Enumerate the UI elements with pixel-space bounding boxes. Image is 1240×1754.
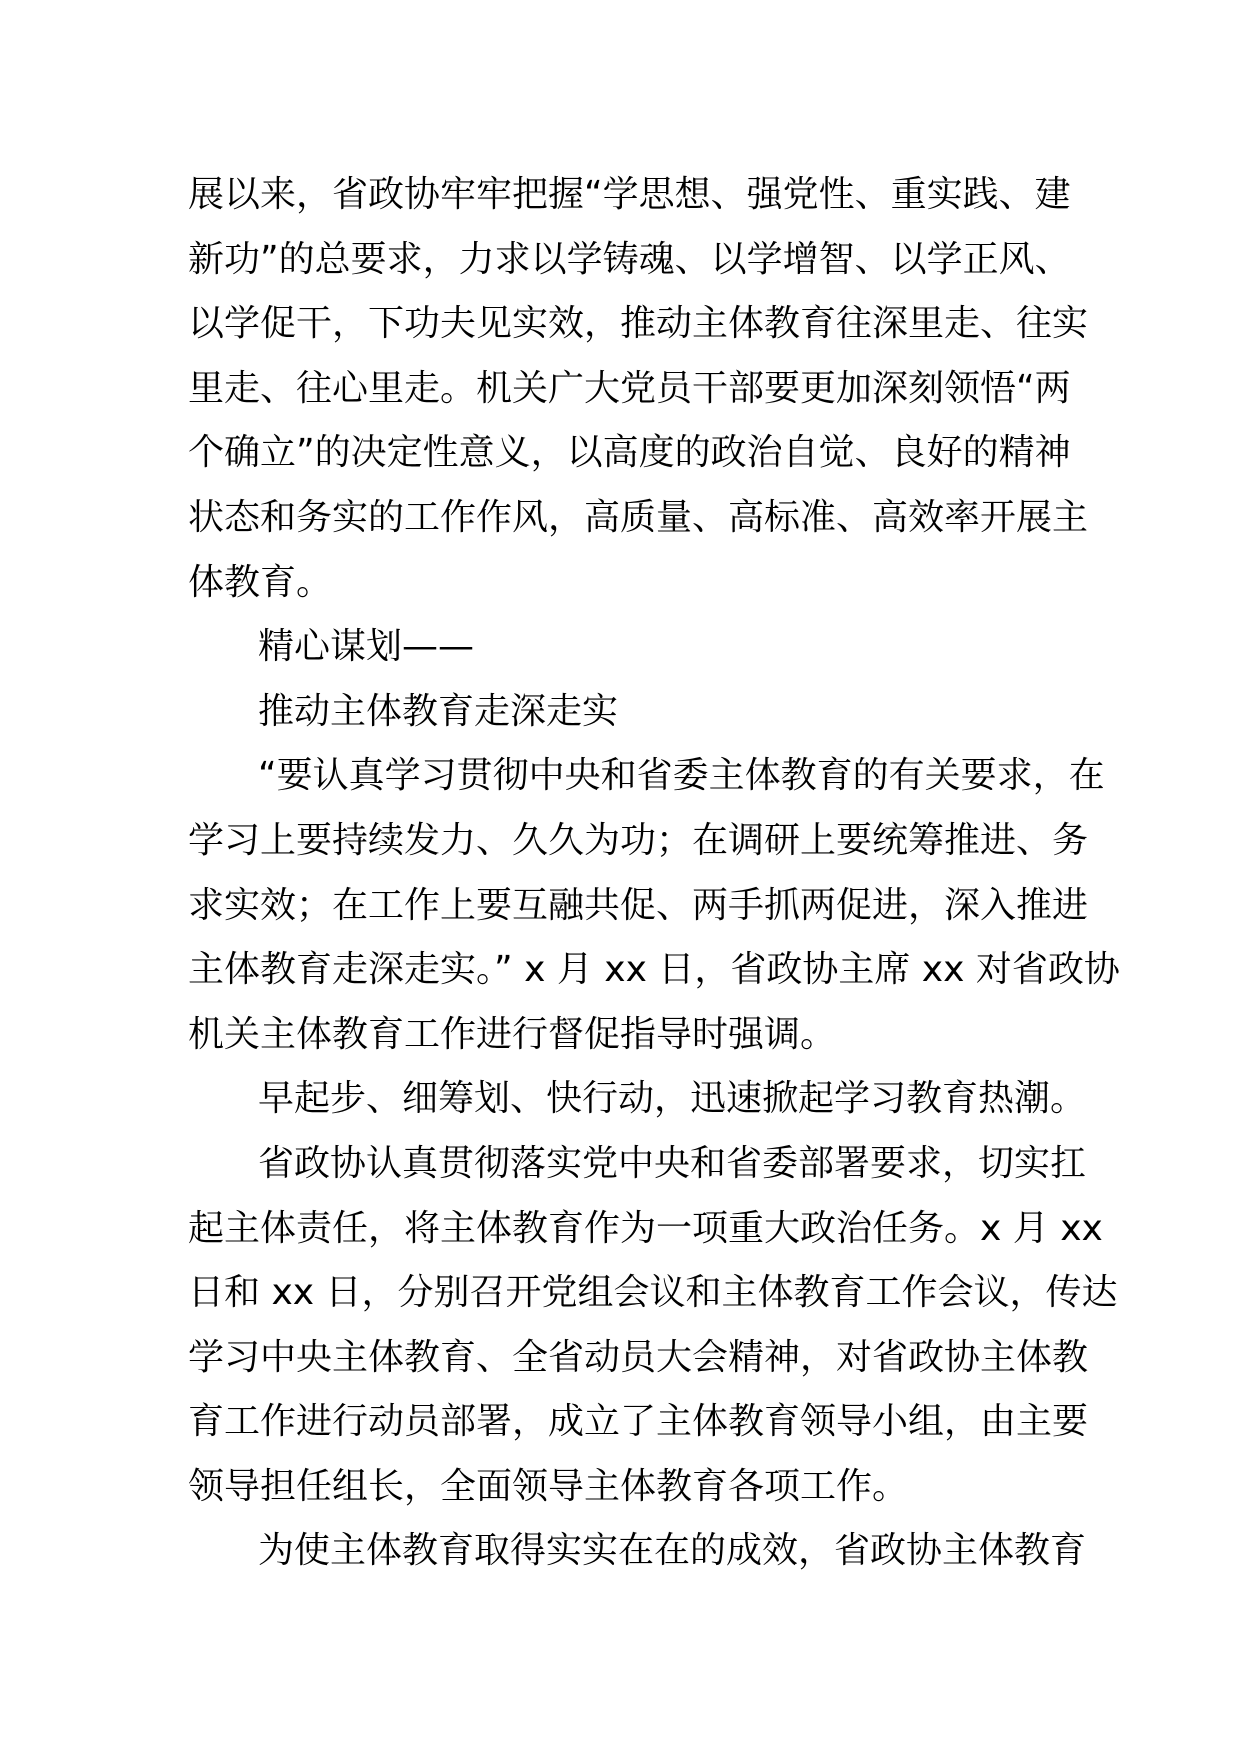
text-line: 体教育。 <box>188 561 333 603</box>
text-line: 为使主体教育取得实实在在的成效，省政协主体教育 <box>258 1530 1087 1572</box>
text-line: 新功”的总要求，力求以学铸魂、以学增智、以学正风、 <box>188 238 1071 280</box>
text-line: 学习中央主体教育、全省动员大会精神，对省政协主体教 <box>188 1336 1089 1378</box>
text-line: 起主体责任，将主体教育作为一项重大政治任务。x 月 xx <box>188 1207 1103 1249</box>
text-line: 求实效；在工作上要互融共促、两手抓两促进，深入推进 <box>188 884 1089 926</box>
text-line: 以学促干，下功夫见实效，推动主体教育往深里走、往实 <box>188 303 1089 345</box>
text-line: 领导担任组长，全面领导主体教育各项工作。 <box>188 1465 909 1507</box>
text-line: 主体教育走深走实。” x 月 xx 日，省政协主席 xx 对省政协 <box>188 949 1120 991</box>
text-line: 个确立”的决定性意义，以高度的政治自觉、良好的精神 <box>188 432 1071 474</box>
section-heading: 精心谋划—— <box>258 626 475 668</box>
text-line: “要认真学习贯彻中央和省委主体教育的有关要求，在 <box>258 755 1105 797</box>
text-line: 里走、往心里走。机关广大党员干部要更加深刻领悟“两 <box>188 367 1071 409</box>
text-line: 早起步、细筹划、快行动，迅速掀起学习教育热潮。 <box>258 1078 1087 1120</box>
text-line: 机关主体教育工作进行督促指导时强调。 <box>188 1013 837 1055</box>
text-line: 展以来，省政协牢牢把握“学思想、强党性、重实践、建 <box>188 174 1071 215</box>
text-line: 省政协认真贯彻落实党中央和省委部署要求，切实扛 <box>258 1142 1087 1184</box>
text-line: 学习上要持续发力、久久为功；在调研上要统筹推进、务 <box>188 819 1089 861</box>
text-line: 日和 xx 日，分别召开党组会议和主体教育工作会议，传达 <box>188 1272 1118 1314</box>
section-subheading: 推动主体教育走深走实 <box>258 690 619 732</box>
body-text <box>188 163 1120 1584</box>
text-line: 育工作进行动员部署，成立了主体教育领导小组，由主要 <box>188 1401 1089 1443</box>
text-line: 状态和务实的工作作风，高质量、高标准、高效率开展主 <box>188 496 1089 538</box>
